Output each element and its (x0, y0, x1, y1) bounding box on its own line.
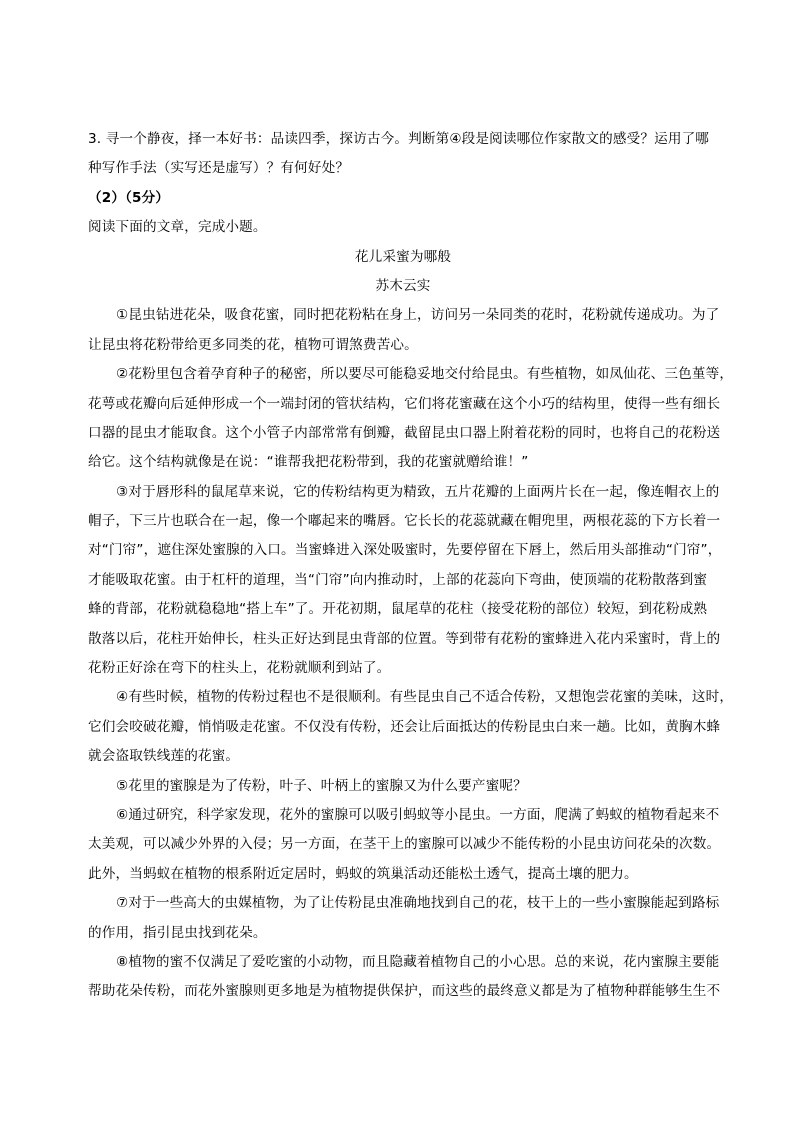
paragraph-line: ⑤花里的蜜腺是为了传粉，叶子、叶柄上的蜜腺又为什么要产蜜呢？ (116, 777, 527, 794)
paragraph (88, 301, 718, 360)
paragraph-line: 的作用，指引昆虫找到花朵。 (88, 924, 267, 941)
paragraph-line: ⑧植物的蜜不仅满足了爱吃蜜的小动物，而且隐藏着植物自己的小心思。总的来说，花内蜜腺主要能 (116, 953, 720, 970)
section-label: （2）（5分） (88, 189, 170, 206)
paragraph-line: ②花粉里包含着孕育种子的秘密，所以要尽可能稳妥地交付给昆虫。有些植物，如凤仙花、三色堇等， (116, 366, 734, 383)
paragraph-line: 帽子，下三片也联合在一起，像一个嘟起来的嘴唇。它长长的花蕊就藏在帽兜里，两根花蕊的下方长着一 (88, 513, 721, 530)
paragraph-line: ④有些时候，植物的传粉过程也不是很顺利。有些昆虫自己不适合传粉，又想饱尝花蜜的美味，这时， (116, 689, 734, 706)
paragraph-line: 花粉正好涂在弯下的柱头上，花粉就顺利到站了。 (88, 660, 391, 677)
paragraph-line: 就会盗取铁线莲的花蜜。 (88, 748, 240, 765)
paragraph-line: 花萼或花瓣向后延伸形成一个一端封闭的管状结构，它们将花蜜藏在这个小巧的结构里，使得一些有细长 (88, 395, 721, 412)
paragraph-line: ①昆虫钻进花朵，吸食花蜜，同时把花粉粘在身上，访问另一朵同类的花时，花粉就传递成功。为了 (116, 307, 720, 324)
document-page (88, 125, 734, 1007)
paragraph-line: 给它。这个结构就像是在说：“谁帮我把花粉带到，我的花蜜就赠给谁！” (88, 454, 529, 471)
paragraph-line: ⑦对于一些高大的虫媒植物，为了让传粉昆虫准确地找到自己的花，枝干上的一些小蜜腺能起到路标 (116, 895, 720, 912)
paragraph-line: 对“门帘”，遮住深处蜜腺的入口。当蜜蜂进入深处吸蜜时，先要停留在下唇上，然后用头部推动“门帘”， (88, 542, 722, 559)
article-author: 苏木云实 (375, 277, 431, 294)
paragraph (88, 948, 721, 1007)
article-title: 花儿采蜜为哪般 (354, 248, 452, 265)
question-3-line-2: 种写作手法（实写还是虚写）？有何好处？ (88, 160, 350, 177)
paragraph-line: ③对于唇形科的鼠尾草来说，它的传粉结构更为精致，五片花瓣的上面两片长在一起，像连帽衣上的 (116, 483, 720, 500)
paragraph-line: 太美观，可以减少外界的入侵；另一方面，在茎干上的蜜腺可以减少不能传粉的小昆虫访问花朵的次数。 (88, 836, 721, 853)
paragraph (88, 360, 734, 478)
paragraph (88, 889, 718, 948)
paragraph-line: 口器的昆虫才能取食。这个小管子内部常常有倒瓣，截留昆虫口器上附着花粉的同时，也将自己的花粉送 (88, 424, 721, 441)
paragraph (88, 801, 721, 889)
paragraph-line: 它们会咬破花瓣，悄悄吸走花蜜。不仅没有传粉，还会让后面抵达的传粉昆虫白来一趟。比如，黄胸木蜂 (88, 718, 721, 735)
instruction: 阅读下面的文章，完成小题。 (88, 219, 267, 236)
paragraph (88, 772, 718, 801)
paragraph-line: 此外，当蚂蚁在植物的根系附近定居时，蚂蚁的筑巢活动还能松土透气，提高土壤的肥力。 (88, 865, 638, 882)
paragraph-line: 蜂的背部，花粉就稳稳地“搭上车”了。开花初期，鼠尾草的花柱（接受花粉的部位）较短，到花粉成熟 (88, 601, 708, 618)
paragraph-line: 散落以后，花柱开始伸长，柱头正好达到昆虫背部的位置。等到带有花粉的蜜蜂进入花内采蜜时，背上的 (88, 630, 721, 647)
question-3-line-1: 3. 寻一个静夜，择一本好书：品读四季，探访古今。判断第④段是阅读哪位作家散文的感受？运用了哪 (88, 131, 710, 147)
paragraph (88, 683, 734, 771)
paragraph-line: 才能吸取花蜜。由于杠杆的道理，当“门帘”向内推动时，上部的花蕊向下弯曲，使顶端的花粉散落到蜜 (88, 571, 708, 588)
paragraph (88, 478, 722, 684)
paragraph-line: 让昆虫将花粉带给更多同类的花，植物可谓煞费苦心。 (88, 336, 418, 353)
article-body (88, 301, 734, 1006)
paragraph-line: ⑥通过研究，科学家发现，花外的蜜腺可以吸引蚂蚁等小昆虫。一方面，爬满了蚂蚁的植物看起来不 (116, 806, 720, 823)
paragraph-line: 帮助花朵传粉，而花外蜜腺则更多地是为植物提供保护，而这些的最终意义都是为了植物种群能够生生不 (88, 983, 721, 1000)
